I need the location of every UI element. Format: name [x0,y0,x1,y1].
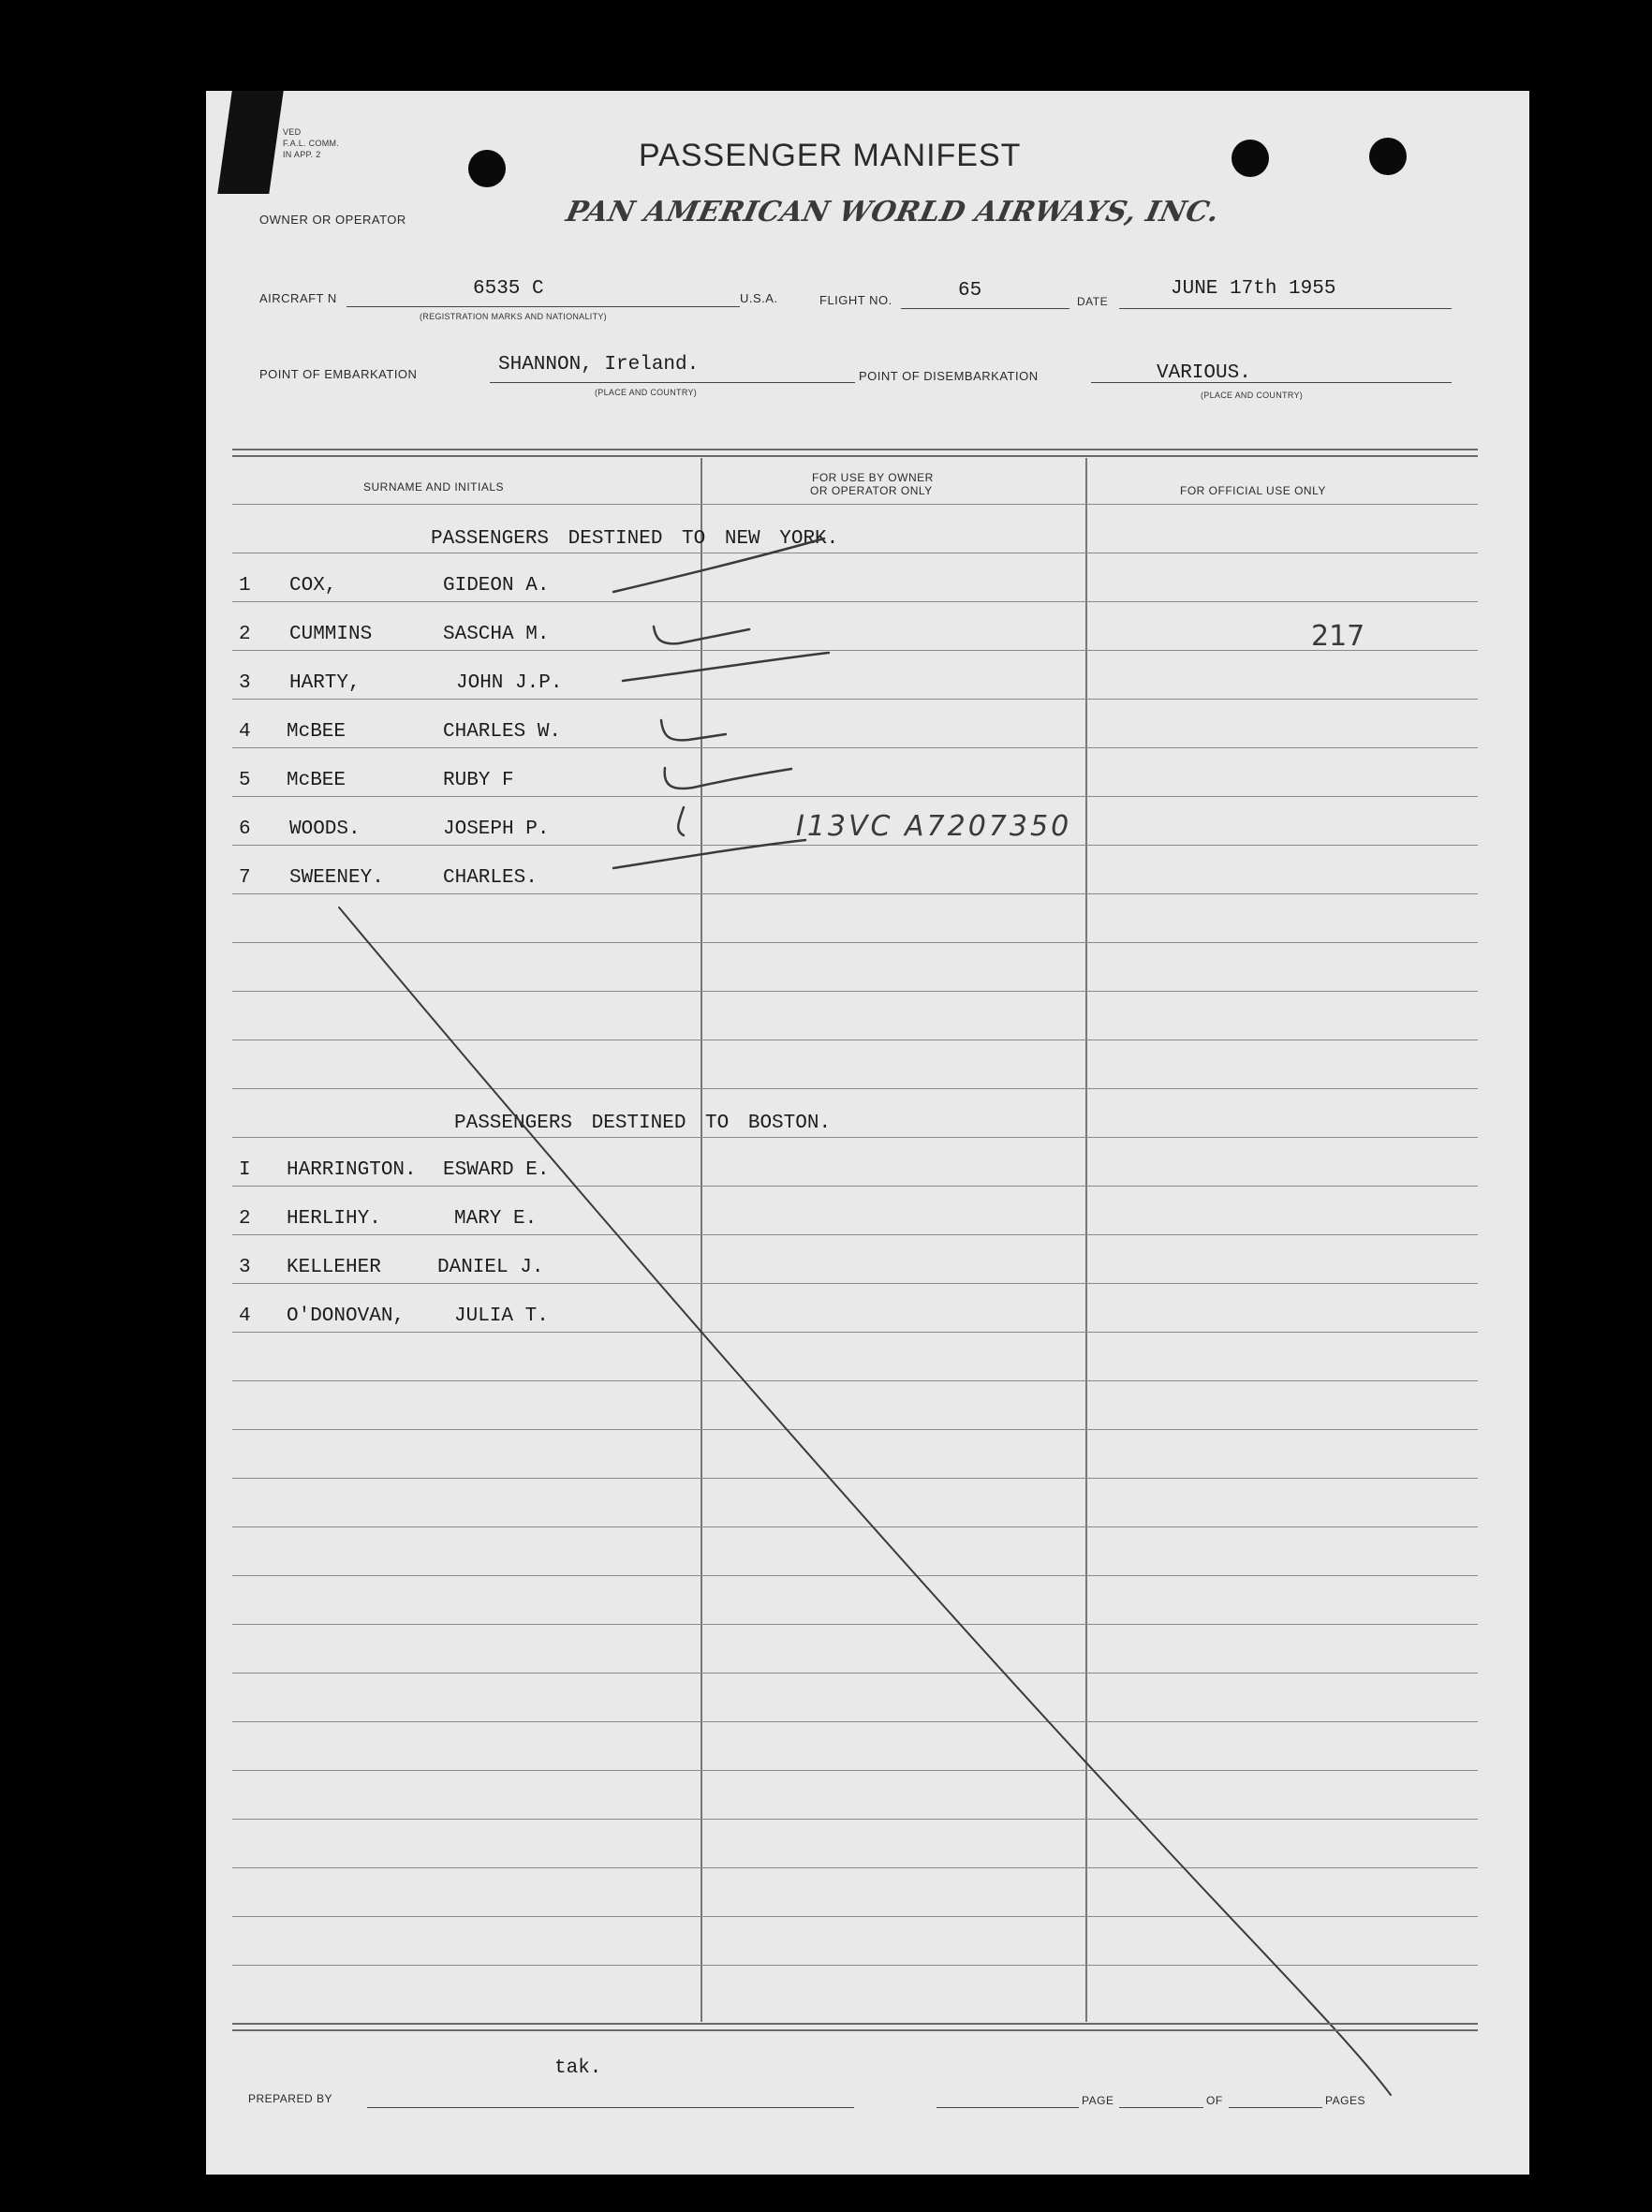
manifest-sheet [206,91,1529,2175]
flight-label: FLIGHT NO. [819,293,892,307]
column-header-names: SURNAME AND INITIALS [363,480,505,494]
embark-value: SHANNON, Ireland. [498,354,700,376]
disembark-note: (PLACE AND COUNTRY) [1201,391,1304,400]
passenger-number: 2 [239,1208,251,1230]
owner-label: OWNER OR OPERATOR [259,213,406,227]
passenger-given-names: DANIEL J. [437,1257,544,1278]
group-heading-boston: PASSENGERS DESTINED TO BOSTON. [454,1113,832,1134]
passenger-number: I [239,1159,251,1181]
pen-marks [206,91,1529,2175]
passenger-surname: CUMMINS [289,624,373,645]
owner-value: PAN AMERICAN WORLD AIRWAYS, INC. [563,196,1223,229]
passenger-given-names: MARY E. [454,1208,538,1230]
stamp-text: VED F.A.L. COMM. IN APP. 2 [283,127,340,159]
passenger-surname: WOODS. [289,818,361,840]
passenger-surname: HARTY, [289,672,361,694]
passenger-number: 4 [239,1305,251,1327]
disembark-value: VARIOUS. [1157,362,1251,384]
punch-hole-right-2 [1369,138,1407,175]
of-label: OF [1206,2094,1223,2107]
prepared-by-label: PREPARED BY [248,2092,332,2105]
check-mark [665,768,791,789]
flight-value: 65 [958,280,982,302]
embark-note: (PLACE AND COUNTRY) [595,388,698,397]
passenger-surname: SWEENEY. [289,867,384,889]
passenger-given-names: SASCHA M. [443,624,550,645]
passenger-given-names: ESWARD E. [443,1159,550,1181]
passenger-number: 5 [239,770,251,791]
prepared-by-value: tak. [554,2057,602,2079]
passenger-given-names: CHARLES. [443,867,538,889]
passenger-surname: HARRINGTON. [287,1159,417,1181]
passenger-surname: KELLEHER [287,1257,381,1278]
passenger-number: 6 [239,818,251,840]
passenger-surname: McBEE [287,770,347,791]
page-title: PASSENGER MANIFEST [639,138,1022,173]
column-header-owner-line2: OR OPERATOR ONLY [810,484,933,497]
disembark-label: POINT OF DISEMBARKATION [859,369,1039,383]
passenger-number: 3 [239,672,251,694]
check-mark [661,720,726,740]
passenger-given-names: JOHN J.P. [456,672,563,694]
registration-note: (REGISTRATION MARKS AND NATIONALITY) [420,312,607,321]
check-mark [678,807,684,835]
group-heading-new-york: PASSENGERS DESTINED TO NEW YORK. [431,528,839,550]
date-label: DATE [1077,295,1109,308]
passenger-surname: COX, [289,575,337,597]
passenger-surname: O'DONOVAN, [287,1305,406,1327]
passenger-given-names: JULIA T. [454,1305,549,1327]
aircraft-value: 6535 C [473,278,544,300]
punch-hole-left [468,150,506,187]
official-number: 217 [1311,620,1365,653]
check-mark [623,653,829,681]
pages-label: PAGES [1325,2094,1365,2107]
passenger-given-names: JOSEPH P. [443,818,550,840]
passenger-given-names: GIDEON A. [443,575,550,597]
handwritten-code: I13VC A7207350 [796,810,1072,843]
column-header-owner-line1: FOR USE BY OWNER [812,471,934,484]
passenger-number: 2 [239,624,251,645]
corner-stamp-mark [217,91,283,194]
passenger-number: 1 [239,575,251,597]
usa-label: U.S.A. [740,291,778,305]
aircraft-label: AIRCRAFT N [259,291,337,305]
passenger-given-names: CHARLES W. [443,721,562,743]
passenger-given-names: RUBY F [443,770,514,791]
page-label: PAGE [1082,2094,1114,2107]
embark-label: POINT OF EMBARKATION [259,367,418,381]
punch-hole-right-1 [1232,140,1269,177]
passenger-surname: McBEE [287,721,347,743]
passenger-number: 3 [239,1257,251,1278]
passenger-number: 4 [239,721,251,743]
column-header-official: FOR OFFICIAL USE ONLY [1180,484,1326,497]
date-value: JUNE 17th 1955 [1171,278,1336,300]
passenger-surname: HERLIHY. [287,1208,381,1230]
passenger-number: 7 [239,867,251,889]
